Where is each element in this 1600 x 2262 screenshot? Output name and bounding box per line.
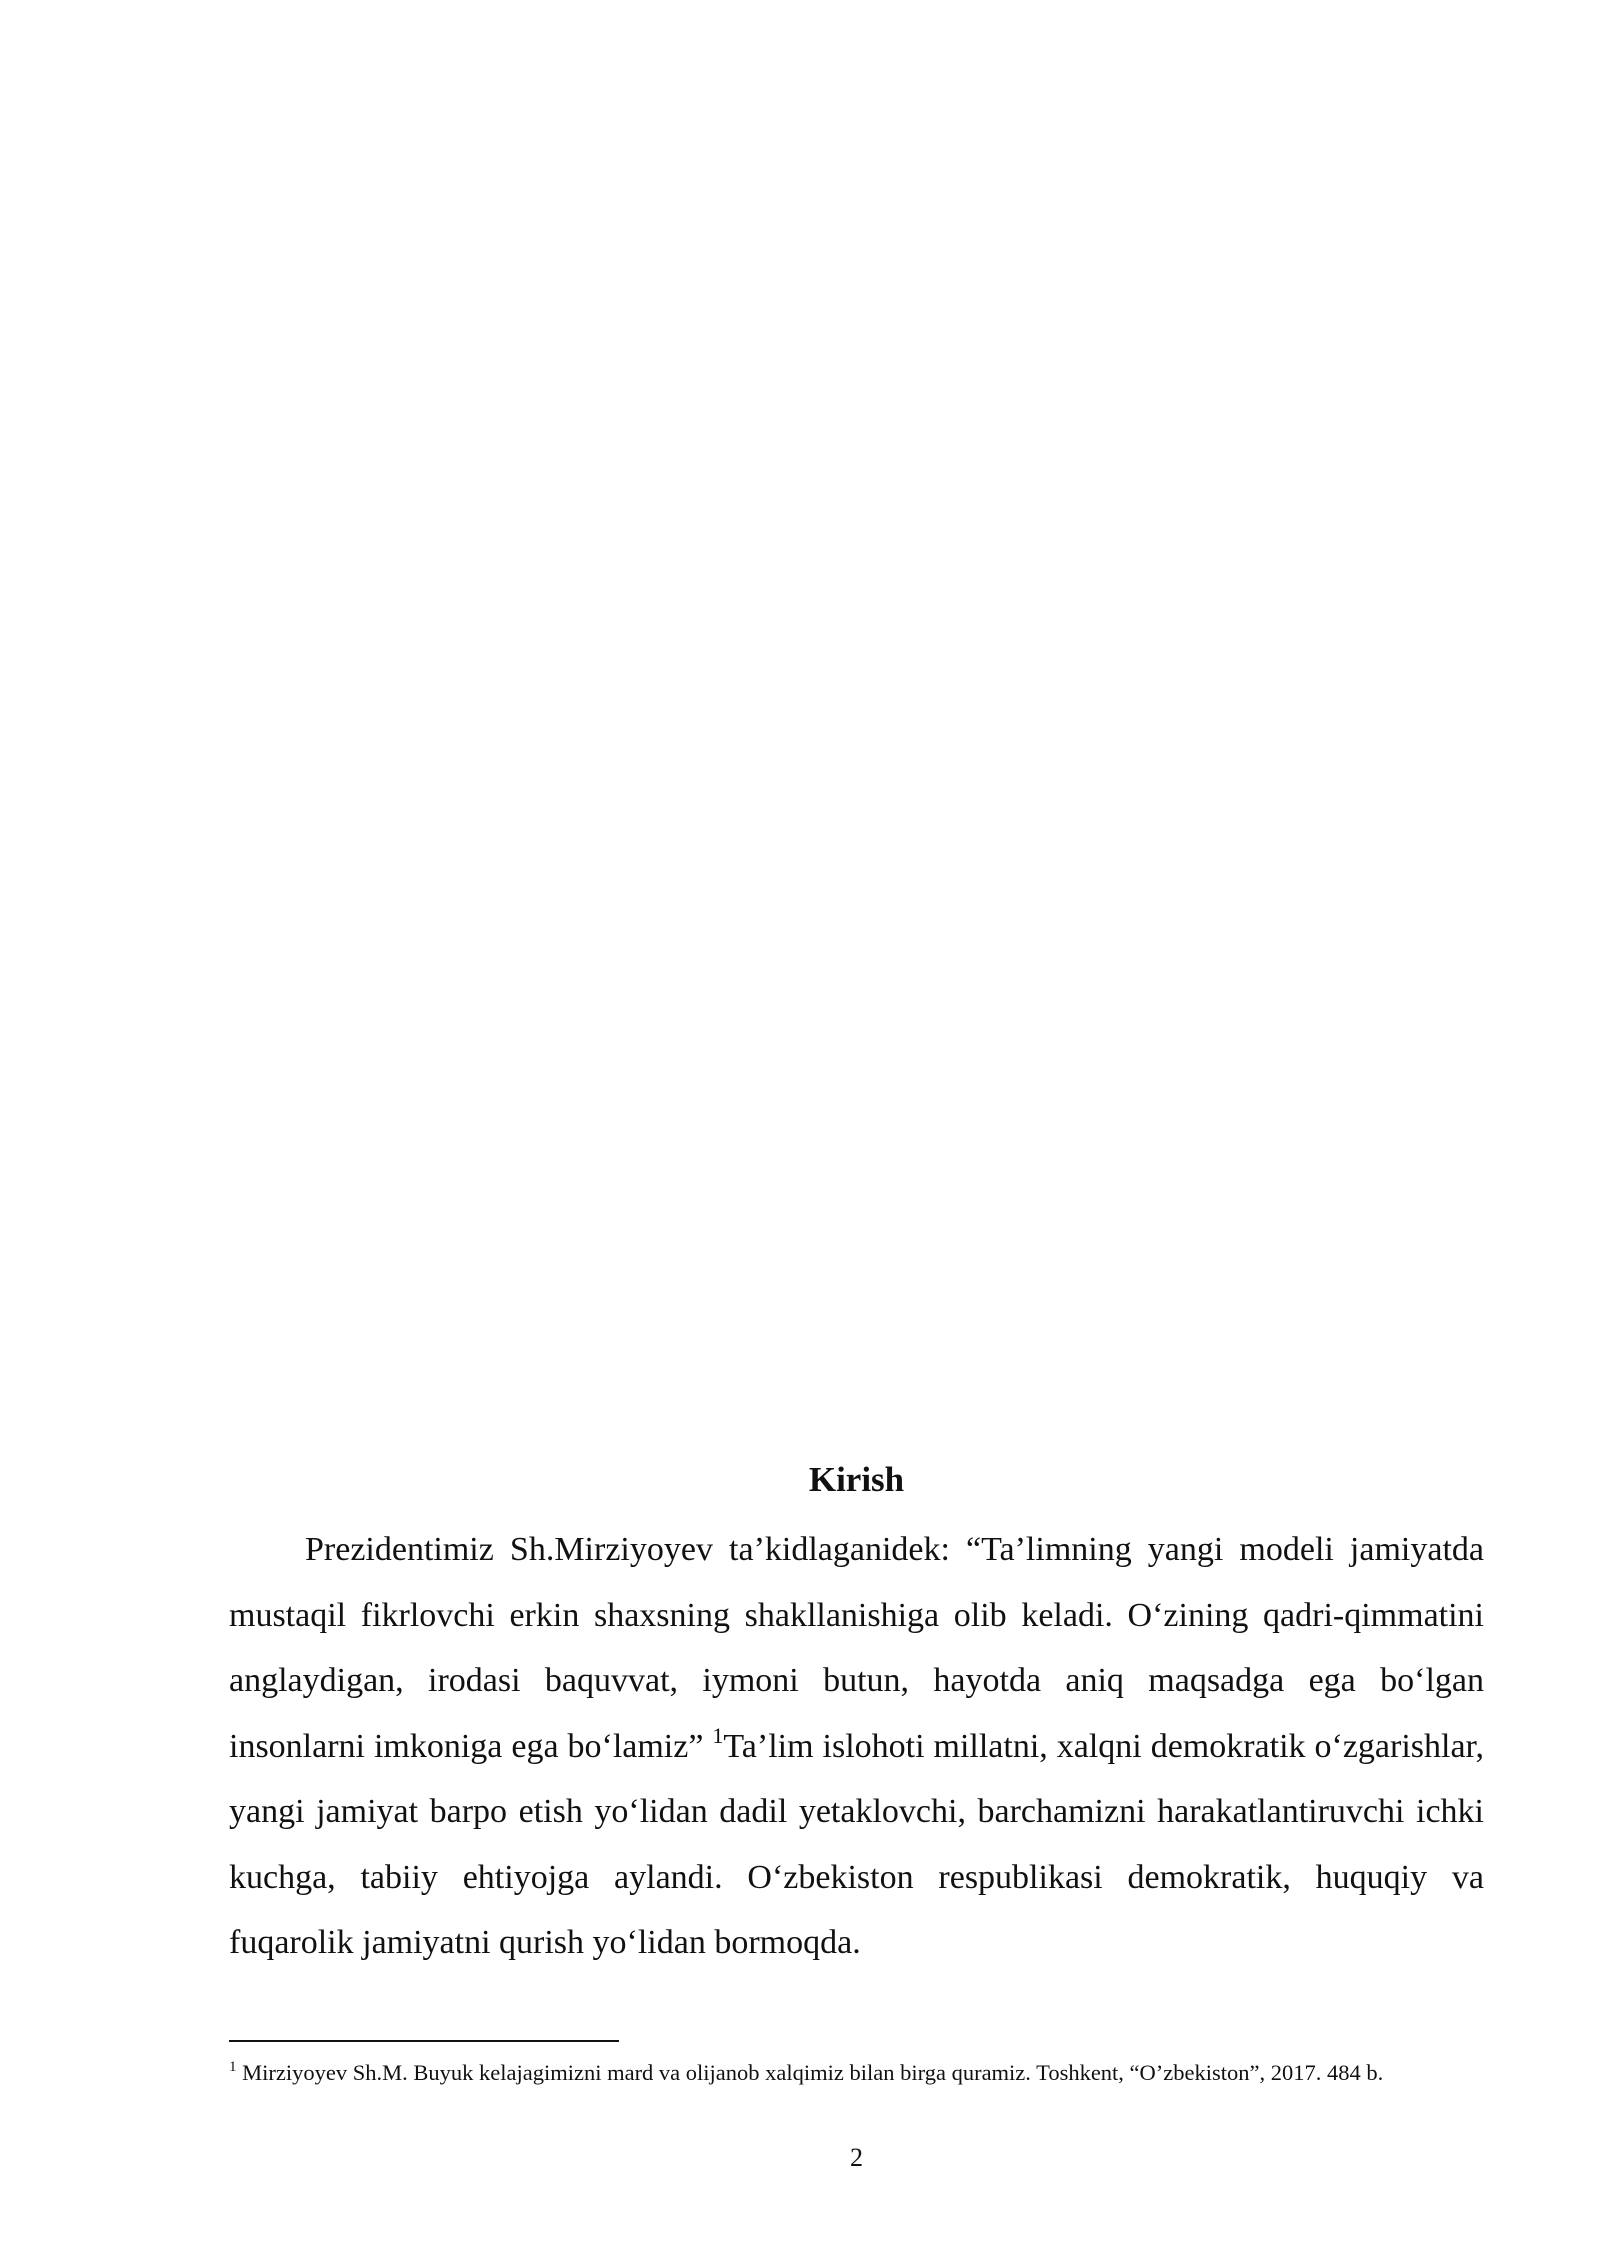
footnote-separator — [229, 2040, 619, 2042]
footnote — [229, 2058, 1484, 2087]
section-heading: Kirish — [808, 1460, 905, 1499]
body-paragraph — [229, 1517, 1484, 1976]
paragraph-text: Ta’lim islohoti millatni, xalqni demokratik o‘zgarishlar, yangi jamiyat barpo etish yo‘lidan dadil yetaklovchi, barchamizni harakatlantiruvchi ichki kuchga, tabiiy ehtiyojga aylandi. O‘zbekiston respublikasi demokratik, huquqiy va fuqarolik jamiyatni qurish yo‘lidan bormoqda. — [229, 1727, 1485, 1961]
footnote-text: Mirziyoyev Sh.M. Buyuk kelajagimizni mard va olijanob xalqimiz bilan birga quramiz. Toshkent, “O’zbekiston”, 2017. 484 b. — [236, 2060, 1384, 2085]
paragraph-text: Prezidentimiz Sh.Mirziyoyev ta’kidlaganidek: “Ta’limning yangi modeli jamiyatda mustaqil fikrlovchi erkin shaxsning shakllanishiga olib keladi. O‘zining qadri-qimmatini anglaydigan, irodasi baquvvat, iymoni butun, hayotda aniq maqsadga ega bo‘lgan insonlarni imkoniga ega bo‘lamiz” — [229, 1531, 1484, 1765]
footnote-reference[interactable]: 1 — [712, 1722, 724, 1748]
footnote-marker: 1 — [229, 2059, 237, 2075]
page-number: 2 — [850, 2143, 863, 2172]
